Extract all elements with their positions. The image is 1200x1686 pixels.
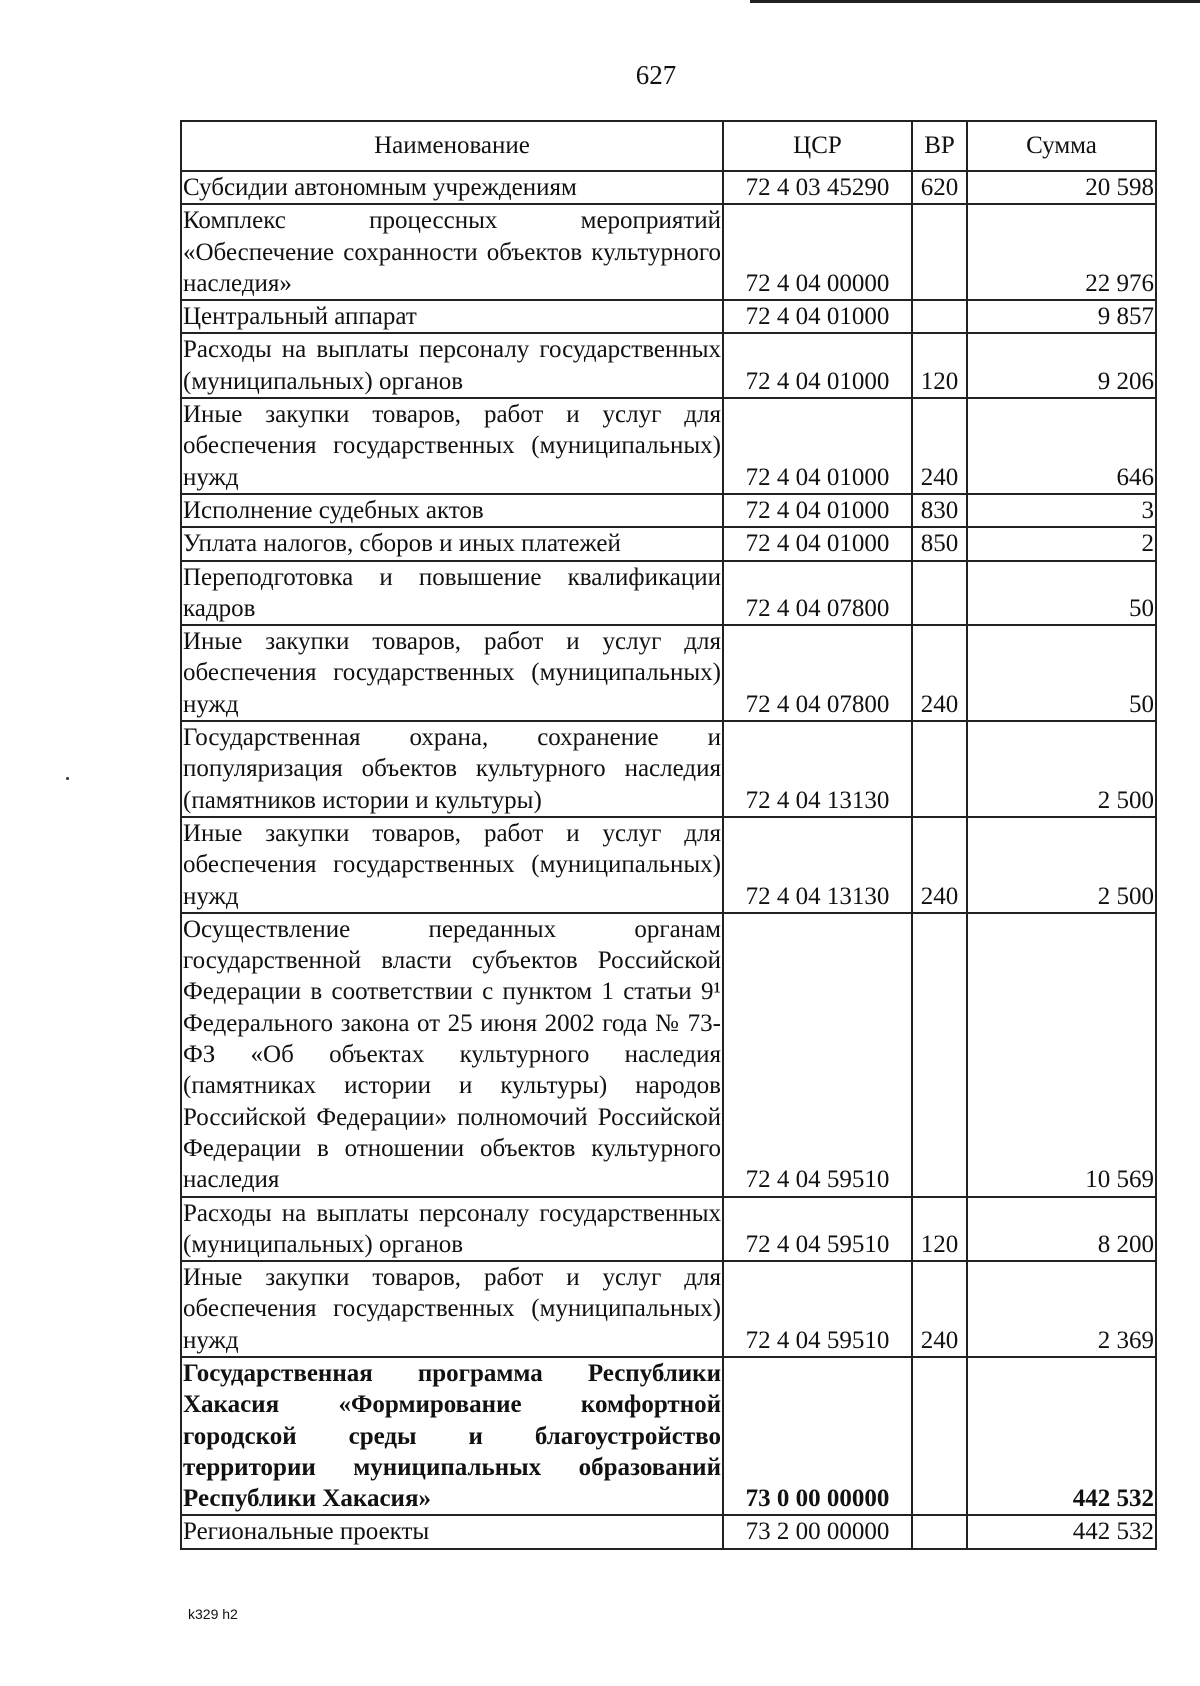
- cell-sum: 50: [967, 625, 1156, 721]
- table-row: [181, 300, 1156, 333]
- table-row: [181, 1197, 1156, 1262]
- cell-name: Уплата налогов, сборов и иных платежей: [181, 527, 723, 560]
- cell-name: Иные закупки товаров, работ и услуг для обеспечения государственных (муниципальных) нужд: [181, 817, 723, 913]
- header-csr: ЦСР: [723, 121, 912, 171]
- cell-vr: 830: [912, 494, 967, 527]
- cell-csr: 72 4 04 59510: [723, 1197, 912, 1262]
- table-row: [181, 398, 1156, 494]
- cell-name: Комплекс процессных мероприятий «Обеспечение сохранности объектов культурного наследия»: [181, 204, 723, 300]
- cell-sum: 8 200: [967, 1197, 1156, 1262]
- page-number: 627: [635, 60, 677, 90]
- cell-sum: 20 598: [967, 171, 1156, 204]
- table-row: [181, 561, 1156, 626]
- cell-sum: 10 569: [967, 913, 1156, 1197]
- cell-csr: 72 4 04 13130: [723, 817, 912, 913]
- header-name: Наименование: [181, 121, 723, 171]
- cell-sum: 9 206: [967, 333, 1156, 398]
- cell-sum: 22 976: [967, 204, 1156, 300]
- cell-name: Иные закупки товаров, работ и услуг для обеспечения государственных (муниципальных) нужд: [181, 625, 723, 721]
- cell-csr: 72 4 03 45290: [723, 171, 912, 204]
- cell-csr: 72 4 04 07800: [723, 561, 912, 626]
- header-vr: ВР: [912, 121, 967, 171]
- table-header-row: [181, 121, 1156, 171]
- cell-sum: 3: [967, 494, 1156, 527]
- scan-mark: [66, 777, 69, 780]
- cell-name: Центральный аппарат: [181, 300, 723, 333]
- table-row: [181, 1515, 1156, 1548]
- cell-vr: 240: [912, 625, 967, 721]
- cell-vr: [912, 721, 967, 817]
- table-row: [181, 817, 1156, 913]
- cell-vr: 240: [912, 398, 967, 494]
- cell-csr: 72 4 04 59510: [723, 1261, 912, 1357]
- table-row: [181, 333, 1156, 398]
- cell-vr: [912, 561, 967, 626]
- cell-name: Иные закупки товаров, работ и услуг для обеспечения государственных (муниципальных) нужд: [181, 398, 723, 494]
- cell-csr: 72 4 04 59510: [723, 913, 912, 1197]
- cell-vr: [912, 204, 967, 300]
- footer-code: k329 h2: [188, 1606, 238, 1622]
- cell-sum: 2 500: [967, 817, 1156, 913]
- cell-csr: 73 2 00 00000: [723, 1515, 912, 1548]
- cell-vr: 120: [912, 333, 967, 398]
- cell-name: Расходы на выплаты персоналу государственных (муниципальных) органов: [181, 333, 723, 398]
- cell-vr: [912, 913, 967, 1197]
- cell-vr: 620: [912, 171, 967, 204]
- cell-vr: [912, 300, 967, 333]
- cell-name: Переподготовка и повышение квалификации кадров: [181, 561, 723, 626]
- table-row: [181, 204, 1156, 300]
- cell-vr: [912, 1357, 967, 1515]
- table-row: [181, 625, 1156, 721]
- cell-sum: 2 369: [967, 1261, 1156, 1357]
- cell-sum: 9 857: [967, 300, 1156, 333]
- cell-csr: 72 4 04 01000: [723, 494, 912, 527]
- cell-sum: 646: [967, 398, 1156, 494]
- cell-vr: 850: [912, 527, 967, 560]
- cell-vr: 240: [912, 1261, 967, 1357]
- table-row: [181, 913, 1156, 1197]
- cell-csr: 72 4 04 01000: [723, 398, 912, 494]
- cell-csr: 72 4 04 00000: [723, 204, 912, 300]
- table-row: [181, 171, 1156, 204]
- table-row: [181, 527, 1156, 560]
- cell-csr: 72 4 04 01000: [723, 300, 912, 333]
- cell-sum: 2 500: [967, 721, 1156, 817]
- cell-vr: [912, 1515, 967, 1548]
- cell-name: Субсидии автономным учреждениям: [181, 171, 723, 204]
- table-row: [181, 1261, 1156, 1357]
- table-row: [181, 1357, 1156, 1515]
- cell-vr: 240: [912, 817, 967, 913]
- cell-name: Иные закупки товаров, работ и услуг для обеспечения государственных (муниципальных) нужд: [181, 1261, 723, 1357]
- cell-name: Осуществление переданных органам государственной власти субъектов Российской Федерации в соответствии с пунктом 1 статьи 9¹ Федерального закона от 25 июня 2002 года № 73-ФЗ «Об объектах культурного наследия (памятниках истории и культуры) народов Российской Федерации» полномочий Российской Федерации в отношении объектов культурного наследия: [181, 913, 723, 1197]
- cell-sum: 442 532: [967, 1515, 1156, 1548]
- table-row: [181, 721, 1156, 817]
- budget-table: [180, 120, 1157, 1550]
- table-row: [181, 494, 1156, 527]
- header-sum: Сумма: [967, 121, 1156, 171]
- cell-vr: 120: [912, 1197, 967, 1262]
- cell-sum: 2: [967, 527, 1156, 560]
- cell-sum: 442 532: [967, 1357, 1156, 1515]
- cell-csr: 72 4 04 13130: [723, 721, 912, 817]
- cell-csr: 73 0 00 00000: [723, 1357, 912, 1515]
- cell-name: Расходы на выплаты персоналу государственных (муниципальных) органов: [181, 1197, 723, 1262]
- cell-name: Региональные проекты: [181, 1515, 723, 1548]
- cell-name: Исполнение судебных актов: [181, 494, 723, 527]
- cell-name: Государственная охрана, сохранение и популяризация объектов культурного наследия (памятников истории и культуры): [181, 721, 723, 817]
- cell-csr: 72 4 04 01000: [723, 333, 912, 398]
- top-border-line: [750, 0, 1200, 3]
- cell-sum: 50: [967, 561, 1156, 626]
- table-body: [181, 171, 1156, 1549]
- cell-csr: 72 4 04 01000: [723, 527, 912, 560]
- cell-csr: 72 4 04 07800: [723, 625, 912, 721]
- cell-name: Государственная программа Республики Хакасия «Формирование комфортной городской среды и благоустройство территории муниципальных образований Республики Хакасия»: [181, 1357, 723, 1515]
